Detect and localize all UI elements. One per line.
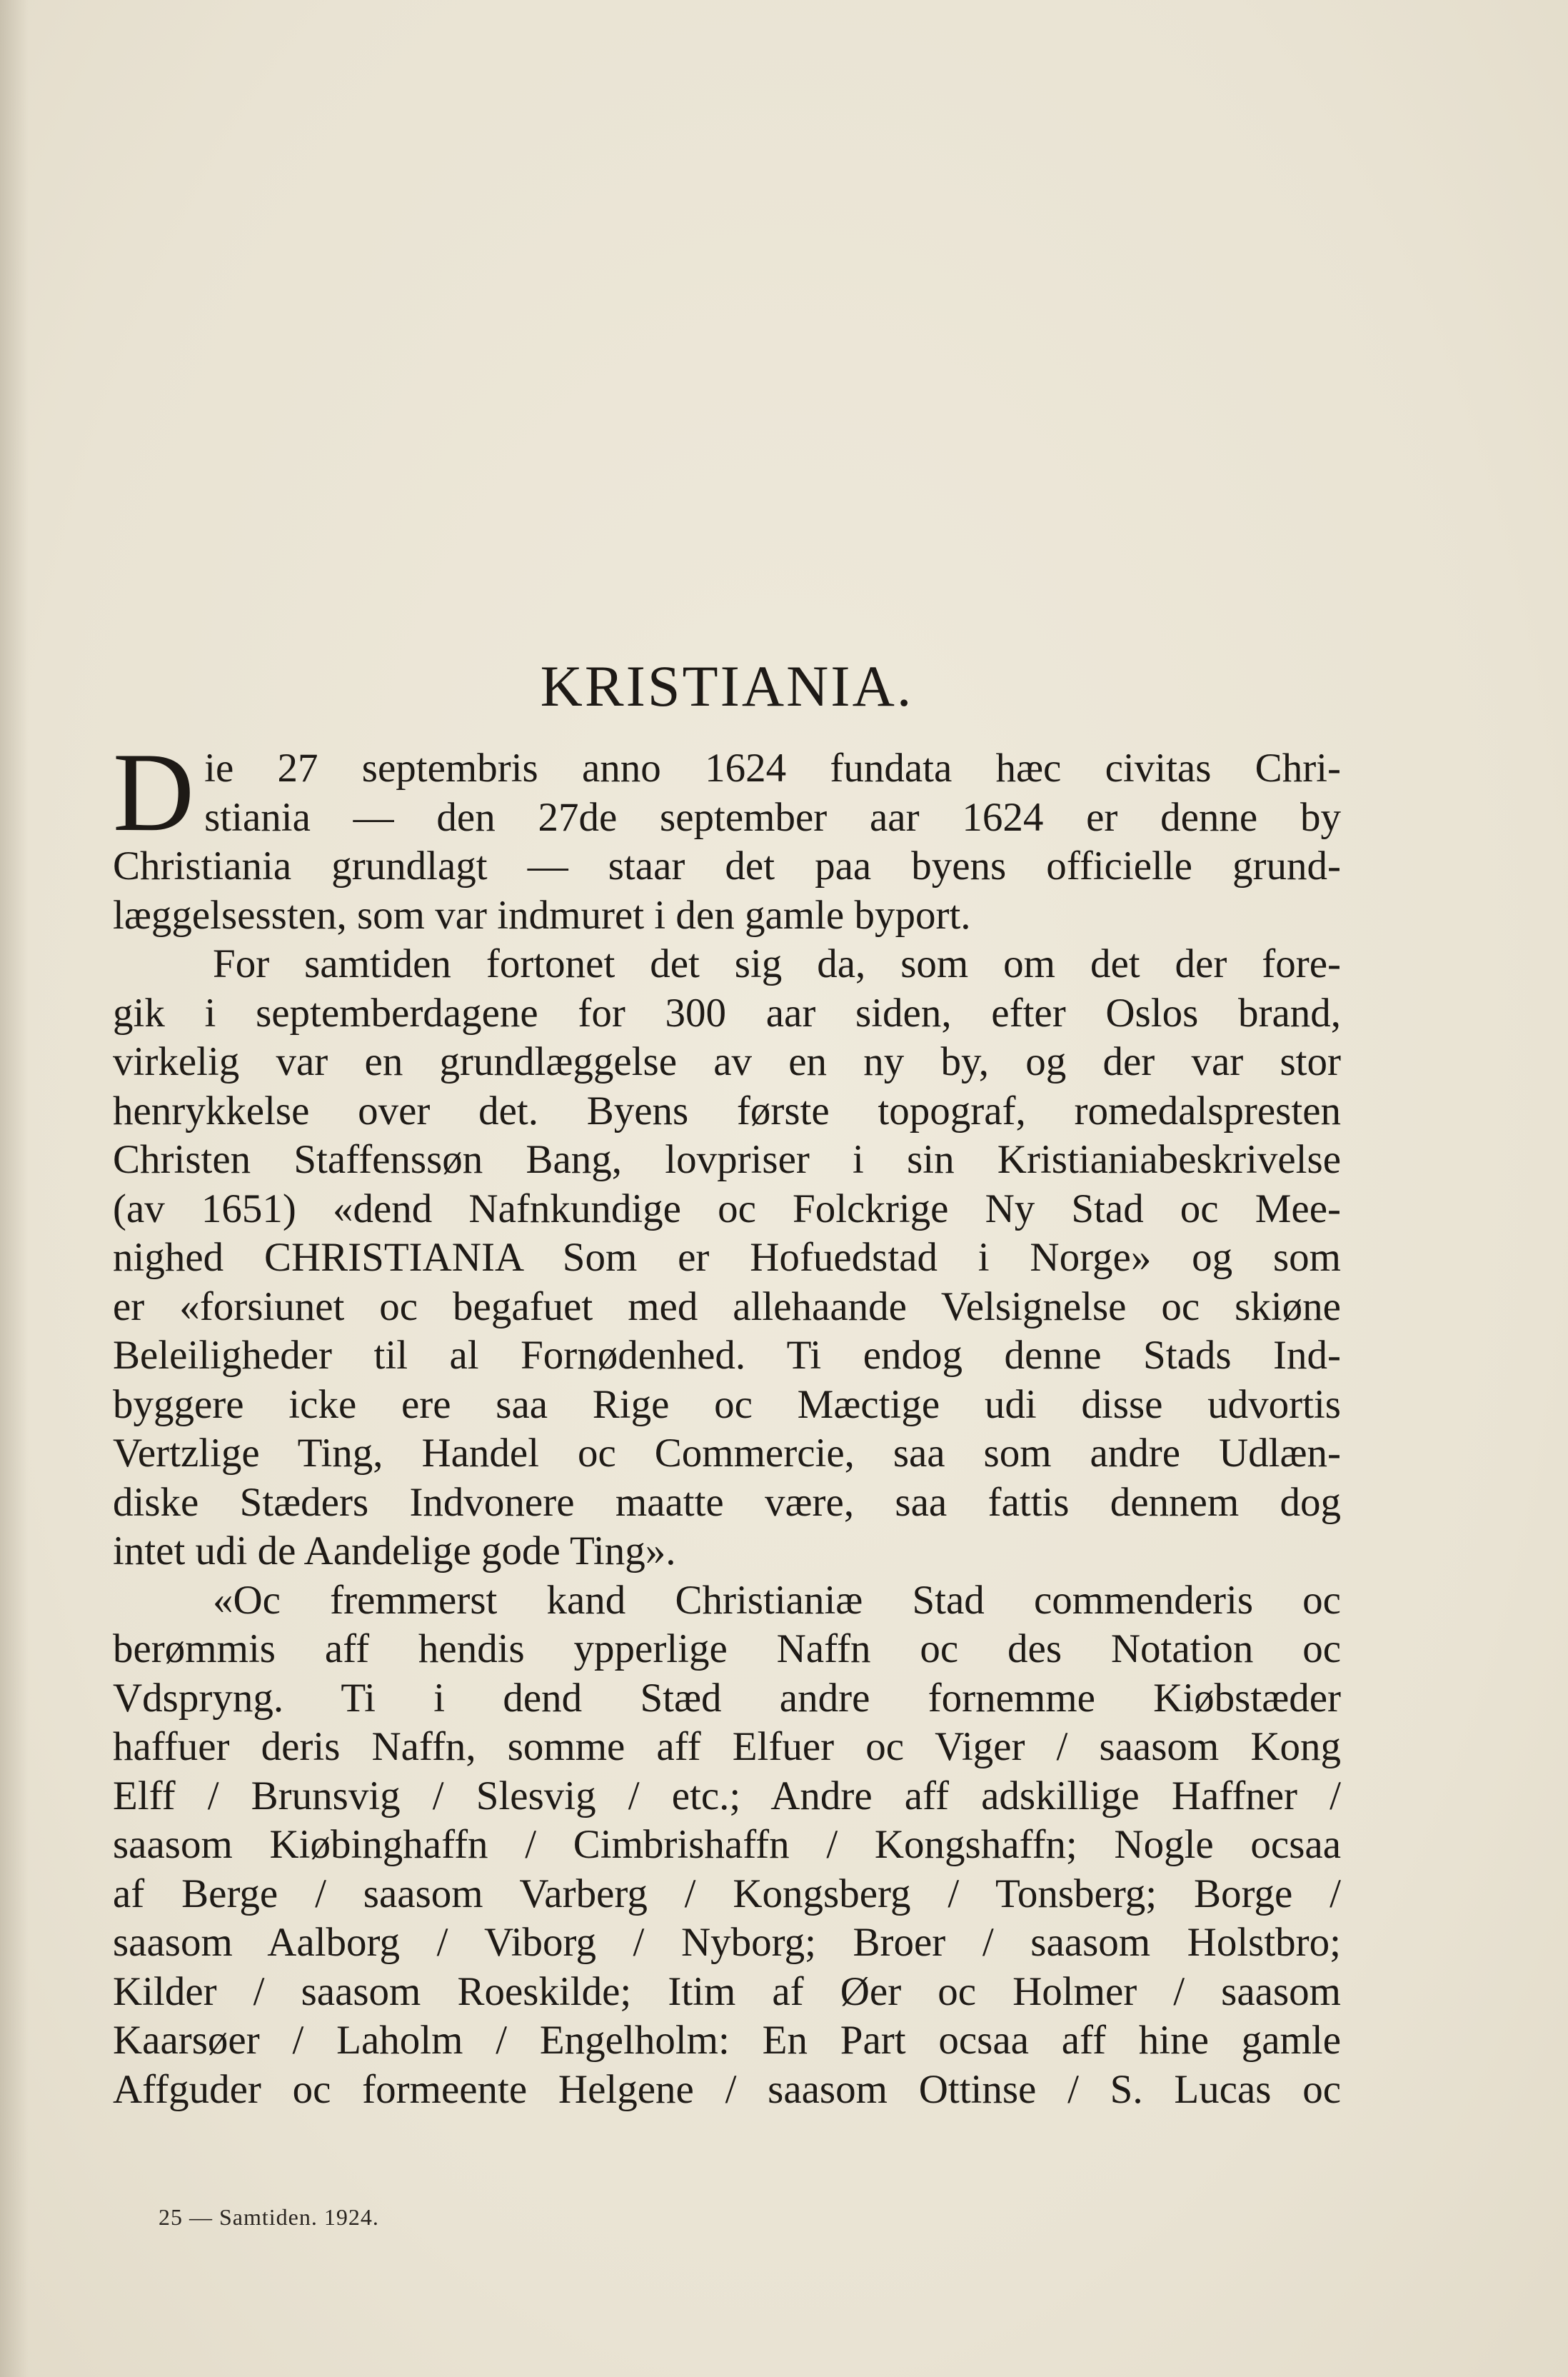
text-line: berømmis aff hendis ypperlige Naffn oc des Notation oc xyxy=(113,1626,1341,1671)
text-line: Kaarsøer / Laholm / Engelholm: En Part ocsaa aff hine gamle xyxy=(113,2018,1341,2063)
page-footer: 25 — Samtiden. 1924. xyxy=(159,2204,379,2230)
text-line: diske Stæders Indvonere maatte være, saa fattis dennem dog xyxy=(113,1479,1341,1525)
text-line: ie 27 septembris anno 1624 fundata hæc civitas Chri- xyxy=(204,746,1341,791)
text-line: læggelsessten, som var indmuret i den gamle byport. xyxy=(113,892,971,938)
text-line: (av 1651) «dend Nafnkundige oc Folckrige Ny Stad oc Mee- xyxy=(113,1186,1341,1231)
text-line: gik i septemberdagene for 300 aar siden, efter Oslos brand, xyxy=(113,990,1341,1036)
text-line: af Berge / saasom Varberg / Kongsberg / Tonsberg; Borge / xyxy=(113,1871,1341,1916)
text-line: henrykkelse over det. Byens første topograf, romedalspresten xyxy=(113,1088,1341,1134)
text-line: saasom Aalborg / Viborg / Nyborg; Broer / saasom Holstbro; xyxy=(113,1920,1341,1965)
text-line: «Oc fremmerst kand Christianiæ Stad commenderis oc xyxy=(213,1577,1341,1623)
text-line: Beleiligheder til al Fornødenhed. Ti endog denne Stads Ind- xyxy=(113,1333,1341,1378)
text-line: Vertzlige Ting, Handel oc Commercie, saa som andre Udlæn- xyxy=(113,1431,1341,1476)
text-line: byggere icke ere saa Rige oc Mæctige udi disse udvortis xyxy=(113,1381,1341,1427)
text-line: For samtiden fortonet det sig da, som om det der fore- xyxy=(213,941,1341,986)
drop-cap: D xyxy=(113,730,195,855)
paragraph-1 xyxy=(113,730,1341,940)
text-line: saasom Kiøbinghaffn / Cimbrishaffn / Kongshaffn; Nogle ocsaa xyxy=(113,1822,1341,1867)
paragraph-2 xyxy=(113,940,1341,1576)
text-line: er «forsiunet oc begafuet med allehaande Velsignelse oc skiøne xyxy=(113,1283,1341,1329)
text-line: Affguder oc formeente Helgene / saasom Ottinse / S. Lucas oc xyxy=(113,2066,1341,2112)
text-line: Kilder / saasom Roeskilde; Itim af Øer oc Holmer / saasom xyxy=(113,1968,1341,2014)
text-line: nighed CHRISTIANIA Som er Hofuedstad i Norge» og som xyxy=(113,1235,1341,1280)
gutter-shadow xyxy=(0,0,29,2377)
text-line: haffuer deris Naffn, somme aff Elfuer oc Viger / saasom Kong xyxy=(113,1724,1341,1769)
text-line: Elff / Brunsvig / Slesvig / etc.; Andre aff adskillige Haffner / xyxy=(113,1773,1341,1818)
paragraph-3 xyxy=(113,1576,1341,2115)
text-line: stiania — den 27de september aar 1624 er denne by xyxy=(204,794,1341,840)
text-line: virkelig var en grundlæggelse av en ny by, og der var stor xyxy=(113,1039,1341,1084)
text-line: intet udi de Aandelige gode Ting». xyxy=(113,1528,676,1573)
text-line: Christen Staffenssøn Bang, lovpriser i sin Kristianiabeskrivelse xyxy=(113,1137,1341,1182)
article-body xyxy=(113,654,1341,2114)
text-line: Vdspryng. Ti i dend Stæd andre fornemme Kiøbstæder xyxy=(113,1675,1341,1721)
article-title: KRISTIANIA. xyxy=(540,654,914,719)
text-line: Christiania grundlagt — staar det paa byens officielle grund- xyxy=(113,844,1341,889)
